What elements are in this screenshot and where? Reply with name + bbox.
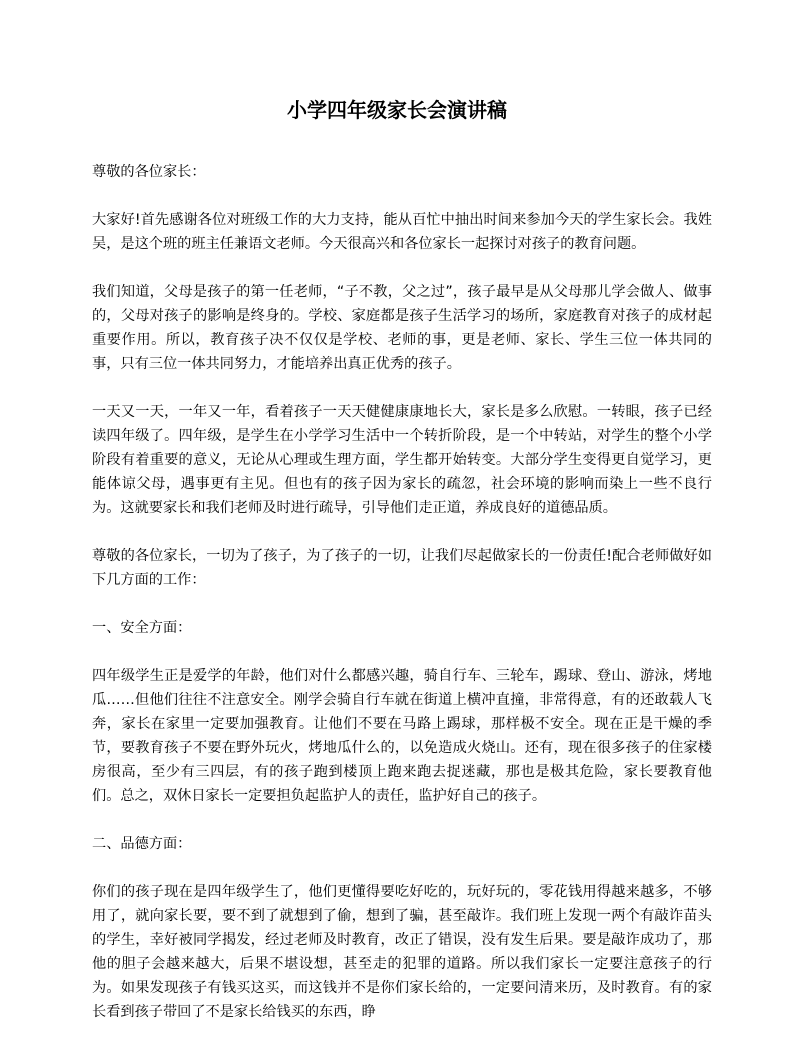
salutation: 尊敬的各位家长： — [92, 164, 206, 180]
paragraph: 尊敬的各位家长，一切为了孩子，为了孩子的一切，让我们尽起做家长的一份责任!配合老师做好如下几方面的工作： — [92, 548, 712, 588]
section-heading: 二、品德方面： — [92, 836, 192, 852]
document-body — [92, 160, 712, 1048]
paragraph: 我们知道，父母是孩子的第一任老师，“子不教，父之过”，孩子最早是从父母那儿学会做人、做事的，父母对孩子的影响是终身的。学校、家庭都是孩子生活学习的场所，家庭教育对孩子的成材起重要作用。所以，教育孩子决不仅仅是学校、老师的事，更是老师、家长、学生三位一体共同的事，只有三位一体共同努力，才能培养出真正优秀的孩子。 — [92, 284, 712, 372]
paragraph: 一天又一天，一年又一年，看着孩子一天天健健康康地长大，家长是多么欣慰。一转眼，孩子已经读四年级了。四年级，是学生在小学学习生活中一个转折阶段，是一个中转站，对学生的整个小学阶段有着重要的意义，无论从心理或生理方面，学生都开始转变。大部分学生变得更自觉学习，更能体谅父母，遇事更有主见。但也有的孩子因为家长的疏忽，社会环境的影响而染上一些不良行为。这就要家长和我们老师及时进行疏导，引导他们走正道，养成良好的道德品质。 — [92, 404, 712, 516]
section-heading: 一、安全方面： — [92, 620, 192, 636]
document-title: 小学四年级家长会演讲稿 — [287, 98, 507, 122]
paragraph: 四年级学生正是爱学的年龄，他们对什么都感兴趣，骑自行车、三轮车，踢球、登山、游泳，烤地瓜……但他们往往不注意安全。刚学会骑自行车就在街道上横冲直撞，非常得意，有的还敢载人飞奔，家长在家里一定要加强教育。让他们不要在马路上踢球，那样极不安全。现在正是干燥的季节，要教育孩子不要在野外玩火，烤地瓜什么的，以免造成火烧山。还有，现在很多孩子的住家楼房很高，至少有三四层，有的孩子跑到楼顶上跑来跑去捉迷藏，那也是极其危险，家长要教育他们。总之，双休日家长一定要担负起监护人的责任，监护好自己的孩子。 — [92, 668, 712, 804]
paragraph: 你们的孩子现在是四年级学生了，他们更懂得要吃好吃的，玩好玩的，零花钱用得越来越多，不够用了，就向家长要，要不到了就想到了偷，想到了骗，甚至敲诈。我们班上发现一两个有敲诈苗头的学生，幸好被同学揭发，经过老师及时教育，改正了错误，没有发生后果。要是敲诈成功了，那他的胆子会越来越大，后果不堪设想，甚至走的犯罪的道路。所以我们家长一定要注意孩子的行为。如果发现孩子有钱买这买，而这钱并不是你们家长给的，一定要问清来历，及时教育。有的家长看到孩子带回了不是家长给钱买的东西，睁 — [92, 884, 712, 1020]
paragraph: 大家好!首先感谢各位对班级工作的大力支持，能从百忙中抽出时间来参加今天的学生家长会。我姓吴，是这个班的班主任兼语文老师。今天很高兴和各位家长一起探讨对孩子的教育问题。 — [92, 212, 712, 252]
